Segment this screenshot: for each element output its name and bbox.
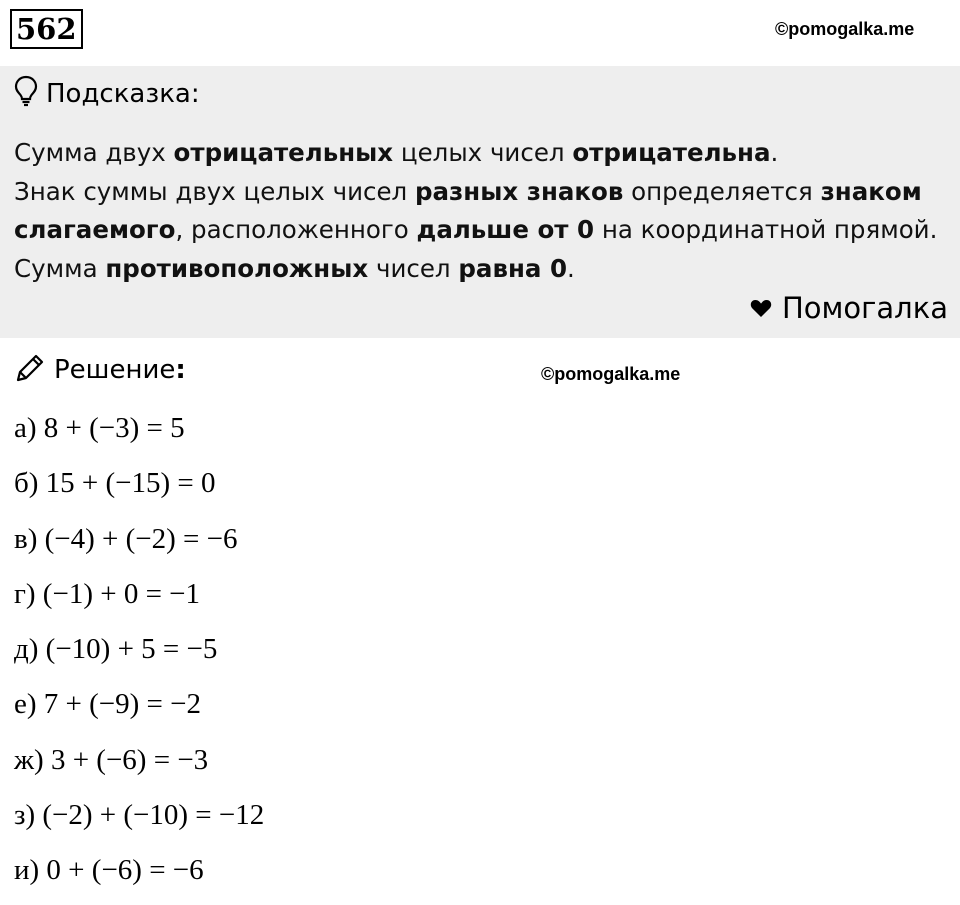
hint-emphasis: отрицательных: [173, 138, 394, 167]
hint-paragraph: [14, 173, 949, 250]
hint-paragraph: [14, 134, 949, 173]
hint-text: [14, 134, 949, 288]
hint-text-segment: Сумма двух: [14, 138, 174, 167]
hint-emphasis: знаком слагаемого: [14, 176, 922, 244]
hint-text-segment: определяется: [623, 176, 821, 206]
answer-item: ж) 3 + (−6) = −3: [14, 743, 209, 776]
hint-text-segment: целых чисел: [393, 138, 573, 167]
answer-item: в) (−4) + (−2) = −6: [14, 522, 238, 555]
hint-text-segment: , расположенного: [175, 215, 417, 244]
hint-emphasis: отрицательна: [572, 138, 771, 167]
task-number: 562: [10, 9, 83, 49]
hint-text-segment: Знак суммы двух целых чисел: [14, 176, 415, 206]
answer-item: з) (−2) + (−10) = −12: [14, 799, 265, 832]
watermark: ©pomogalka.me: [541, 364, 681, 384]
pencil-icon: [14, 350, 48, 391]
hint-title: Подсказка:: [46, 79, 200, 109]
hint-emphasis: противоположных: [105, 253, 369, 283]
hint-text-segment: чисел: [368, 253, 459, 283]
answer-item: и) 0 + (−6) = −6: [14, 854, 204, 887]
hint-paragraph: [14, 250, 949, 289]
answer-list: [14, 407, 264, 905]
brand: [750, 291, 948, 325]
hint-text-segment: на координатной прямой.: [594, 215, 938, 244]
hint-text-segment: .: [770, 138, 779, 167]
watermark: ©pomogalka.me: [775, 19, 915, 39]
hint-header: [14, 78, 200, 110]
solution-title: Решение: [54, 355, 176, 385]
hint-emphasis: равна 0: [458, 253, 567, 283]
lightbulb-icon: [14, 75, 38, 114]
hint-box: [0, 66, 960, 338]
hint-text-segment: .: [567, 253, 575, 283]
heart-icon: [750, 291, 772, 325]
solution-header: [14, 352, 186, 388]
answer-item: д) (−10) + 5 = −5: [14, 633, 218, 666]
solution-colon: :: [175, 355, 186, 385]
brand-label: Помогалка: [782, 291, 948, 325]
answer-item: а) 8 + (−3) = 5: [14, 412, 185, 444]
answer-item: е) 7 + (−9) = −2: [14, 688, 202, 721]
answer-item: б) 15 + (−15) = 0: [14, 467, 216, 500]
answer-item: г) (−1) + 0 = −1: [14, 577, 201, 610]
hint-emphasis: разных знаков: [414, 176, 624, 206]
hint-emphasis: дальше от 0: [416, 215, 595, 244]
hint-text-segment: Сумма: [14, 253, 106, 283]
